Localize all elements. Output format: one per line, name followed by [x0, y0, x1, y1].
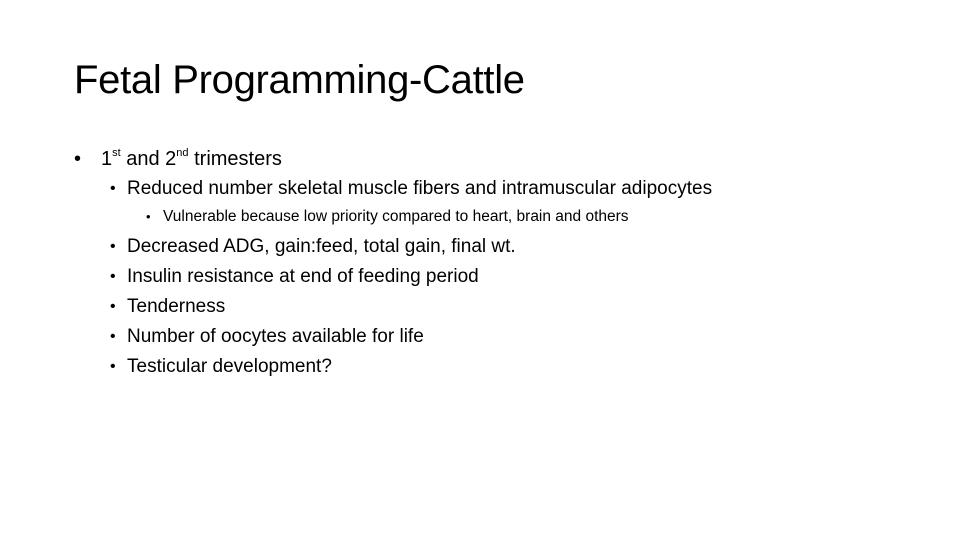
bullet-text: Tenderness: [127, 296, 226, 317]
bullet-decreased-adg: [74, 234, 934, 260]
bullet-dot: •: [146, 209, 151, 224]
bullet-muscle-fibers: [74, 176, 934, 202]
bullet-insulin-resistance: [74, 264, 934, 290]
bullet-dot: •: [110, 238, 116, 255]
slide-content: [74, 146, 934, 384]
bullet-dot: •: [110, 358, 116, 375]
bullet-text: Number of oocytes available for life: [127, 326, 424, 347]
bullet-vulnerable: [74, 206, 934, 228]
superscript-nd: nd: [176, 147, 189, 160]
bullet-text-part: and 2: [120, 148, 177, 170]
superscript-st: st: [112, 147, 121, 160]
bullet-oocytes: [74, 324, 934, 350]
bullet-dot: •: [110, 298, 116, 315]
slide-title: Fetal Programming-Cattle: [74, 58, 525, 102]
bullet-text: Decreased ADG, gain:feed, total gain, final wt.: [127, 236, 516, 257]
bullet-tenderness: [74, 294, 934, 320]
bullet-testicular: [74, 354, 934, 380]
bullet-text: Testicular development?: [127, 356, 332, 377]
bullet-trimesters: [74, 146, 934, 172]
bullet-text: Reduced number skeletal muscle fibers and intramuscular adipocytes: [127, 178, 713, 199]
bullet-text: Insulin resistance at end of feeding period: [127, 266, 479, 287]
bullet-text: Vulnerable because low priority compared to heart, brain and others: [163, 208, 629, 225]
bullet-dot: •: [110, 268, 116, 285]
bullet-text-part: 1: [101, 148, 113, 170]
bullet-dot: •: [110, 328, 116, 345]
bullet-text-part: trimesters: [188, 148, 282, 170]
bullet-dot: •: [110, 180, 116, 197]
bullet-dot: •: [74, 148, 82, 170]
